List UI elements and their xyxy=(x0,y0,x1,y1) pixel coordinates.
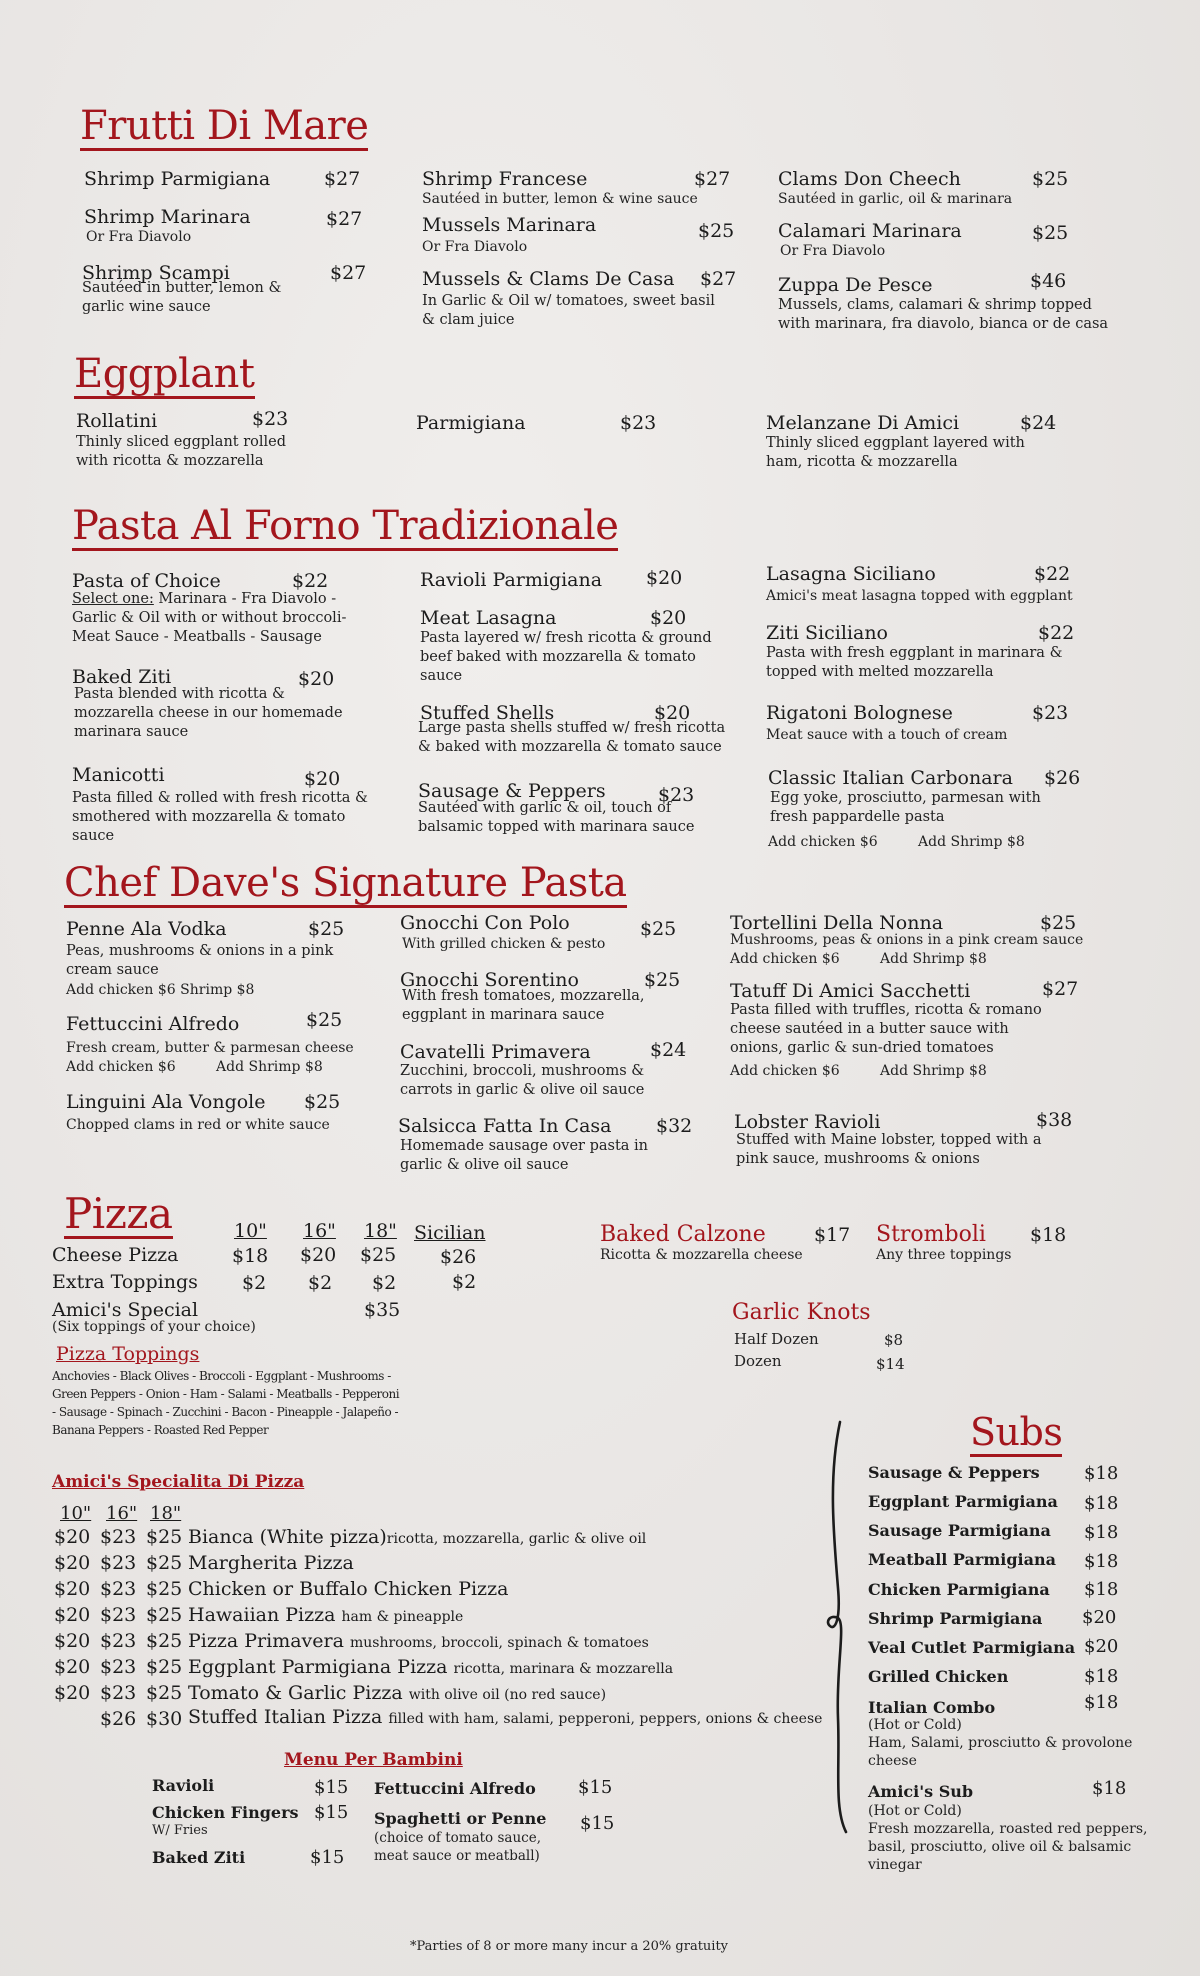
menu-item-name: Clams Don Cheech xyxy=(778,168,961,190)
menu-item-name: Mussels Marinara xyxy=(422,214,597,236)
sub-item-name: Grilled Chicken xyxy=(868,1667,1009,1686)
menu-item-price: $20 xyxy=(654,702,691,724)
spec-pizza-name xyxy=(188,1526,646,1550)
garlic-knots-half-price: $8 xyxy=(884,1331,904,1349)
menu-item-price: $25 xyxy=(304,1091,341,1113)
menu-item-desc: Meat sauce with a touch of cream xyxy=(766,727,1008,743)
menu-item-price: $23 xyxy=(1032,702,1069,724)
bambini-item-name: Fettuccini Alfredo xyxy=(374,1779,536,1798)
menu-item-desc: Peas, mushrooms & onions in a pink cream sauce xyxy=(66,943,334,978)
sub-item-price: $18 xyxy=(1084,1551,1119,1572)
spec-price-16: $26 xyxy=(100,1708,137,1730)
spec-name-text: Chicken or Buffalo Chicken Pizza xyxy=(188,1578,509,1600)
pizza-price-18: $2 xyxy=(372,1272,397,1294)
bambini-item-name: Baked Ziti xyxy=(152,1848,246,1867)
bambini-item-price: $15 xyxy=(314,1777,349,1798)
menu-item-name: Shrimp Francese xyxy=(422,168,588,190)
bambini-item-desc: W/ Fries xyxy=(152,1823,208,1838)
spec-price-18: $25 xyxy=(146,1656,183,1678)
sub-item-name: Eggplant Parmigiana xyxy=(868,1492,1058,1511)
add-chicken: Add chicken $6 xyxy=(768,834,878,850)
menu-item-price: $46 xyxy=(1030,270,1067,292)
menu-item-desc: Or Fra Diavolo xyxy=(422,239,528,255)
spec-price-10: $20 xyxy=(54,1604,91,1626)
spec-price-16: $23 xyxy=(100,1552,137,1574)
spec-price-18: $25 xyxy=(146,1630,183,1652)
add-chicken: Add chicken $6 xyxy=(730,1063,840,1079)
menu-item-name: Tortellini Della Nonna xyxy=(730,912,944,934)
pizza-row-note: (Six toppings of your choice) xyxy=(52,1319,256,1335)
menu-item-desc: With grilled chicken & pesto xyxy=(402,936,606,952)
menu-item-price: $25 xyxy=(1032,222,1069,244)
spec-price-16: $23 xyxy=(100,1578,137,1600)
spec-name-text: Tomato & Garlic Pizza xyxy=(188,1682,403,1704)
menu-item-name: Gnocchi Sorentino xyxy=(400,969,579,991)
stromboli-name: Stromboli xyxy=(876,1222,986,1247)
spec-price-10: $20 xyxy=(54,1578,91,1600)
add-chicken: Add chicken $6 xyxy=(66,1059,176,1075)
menu-item-price: $27 xyxy=(330,262,367,284)
sub-item-sub: (Hot or Cold) xyxy=(868,1803,962,1819)
menu-item-price: $27 xyxy=(324,168,361,190)
spec-desc-text: with olive oil (no red sauce) xyxy=(408,1687,607,1703)
menu-item-price: $22 xyxy=(1038,622,1075,644)
garlic-knots-title: Garlic Knots xyxy=(732,1300,871,1325)
sub-item-name: Italian Combo xyxy=(868,1698,996,1717)
calzone-price: $17 xyxy=(814,1224,851,1246)
spec-pizza-name xyxy=(188,1578,508,1602)
menu-item-price: $22 xyxy=(292,570,329,592)
add-chicken: Add chicken $6 xyxy=(730,951,840,967)
menu-item-desc: Pasta blended with ricotta & mozzarella cheese in our homemade marinara sauce xyxy=(74,686,343,740)
sub-item-price: $18 xyxy=(1084,1522,1119,1543)
spec-price-10: $20 xyxy=(54,1552,91,1574)
menu-item-name: Ravioli Parmigiana xyxy=(420,569,603,591)
size-header-sicilian: Sicilian xyxy=(414,1222,486,1244)
pizza-price-18: $35 xyxy=(364,1299,401,1321)
menu-item-desc: Pasta with fresh eggplant in marinara & topped with melted mozzarella xyxy=(766,645,1063,680)
spec-name-text: Stuffed Italian Pizza xyxy=(188,1706,383,1728)
menu-item-desc: Sautéed in butter, lemon & wine sauce xyxy=(422,191,698,207)
menu-item-price: $25 xyxy=(306,1009,343,1031)
menu-item-name: Shrimp Marinara xyxy=(84,206,251,228)
menu-item-name: Lobster Ravioli xyxy=(734,1111,881,1133)
menu-item-price: $22 xyxy=(1034,563,1071,585)
menu-item-price: $20 xyxy=(646,567,683,589)
menu-item-name: Salsicca Fatta In Casa xyxy=(398,1115,612,1137)
menu-item-desc: Pasta layered w/ fresh ricotta & ground beef baked with mozzarella & tomato sauce xyxy=(420,630,712,684)
bambini-item-name: Chicken Fingers xyxy=(152,1803,299,1822)
menu-item-desc: Homemade sausage over pasta in garlic & olive oil sauce xyxy=(400,1138,649,1173)
spec-price-16: $23 xyxy=(100,1630,137,1652)
menu-item-name: Parmigiana xyxy=(416,412,526,434)
specialita-title: Amici's Specialita Di Pizza xyxy=(52,1472,305,1492)
spec-price-10: $20 xyxy=(54,1682,91,1704)
menu-item-price: $25 xyxy=(698,220,735,242)
menu-item-desc: Sautéed in garlic, oil & marinara xyxy=(778,191,1013,207)
spec-size-18: 18" xyxy=(150,1503,182,1524)
spec-price-18: $25 xyxy=(146,1578,183,1600)
spec-pizza-name xyxy=(188,1604,463,1628)
pizza-price-sicilian: $26 xyxy=(440,1246,477,1268)
menu-item-name: Baked Ziti xyxy=(72,666,172,688)
menu-item-price: $23 xyxy=(658,784,695,806)
menu-item-desc-text: Marinara - Fra Diavolo - Garlic & Oil with or without broccoli- Meat Sauce - Meatballs - Sausage xyxy=(72,591,347,645)
stromboli-desc: Any three toppings xyxy=(876,1247,1012,1263)
sub-item-name: Shrimp Parmigiana xyxy=(868,1609,1043,1628)
add-shrimp: Add Shrimp $8 xyxy=(918,834,1025,850)
section-title-pasta-al-forno: Pasta Al Forno Tradizionale xyxy=(72,503,619,549)
spec-name-text: Bianca (White pizza) xyxy=(188,1526,387,1548)
pizza-row-name: Amici's Special xyxy=(52,1299,199,1321)
sub-item-desc: Ham, Salami, prosciutto & provolone cheese xyxy=(868,1735,1133,1769)
menu-item-name: Shrimp Scampi xyxy=(82,262,230,284)
menu-item-price: $20 xyxy=(298,668,335,690)
menu-item-desc: Mussels, clams, calamari & shrimp topped with marinara, fra diavolo, bianca or de casa xyxy=(778,297,1109,332)
spec-price-10: $20 xyxy=(54,1656,91,1678)
bambini-item-price: $15 xyxy=(580,1813,615,1834)
menu-item-name: Zuppa De Pesce xyxy=(778,274,933,296)
bambini-item-desc: (choice of tomato sauce, meat sauce or meatball) xyxy=(374,1830,541,1864)
section-title-subs: Subs xyxy=(970,1410,1062,1457)
section-title-pizza: Pizza xyxy=(64,1189,173,1238)
stromboli-price: $18 xyxy=(1030,1224,1067,1246)
pizza-price-18: $25 xyxy=(360,1244,397,1266)
menu-item-desc: With fresh tomatoes, mozzarella, eggplant in marinara sauce xyxy=(402,988,645,1023)
menu-item-price: $27 xyxy=(326,208,363,230)
calzone-name: Baked Calzone xyxy=(600,1222,766,1247)
menu-item-price: $20 xyxy=(304,768,341,790)
menu-item-price: $27 xyxy=(1042,978,1079,1000)
menu-item-price: $24 xyxy=(650,1039,687,1061)
menu-item-price: $25 xyxy=(1032,168,1069,190)
menu-item-desc: Or Fra Diavolo xyxy=(780,243,886,259)
spec-desc-text: filled with ham, salami, pepperoni, peppers, onions & cheese xyxy=(388,1711,823,1727)
spec-price-18: $30 xyxy=(146,1708,183,1730)
pizza-price-10: $18 xyxy=(232,1245,269,1267)
menu-item-desc: Egg yoke, prosciutto, parmesan with fresh pappardelle pasta xyxy=(770,790,1041,825)
menu-item-name: Pasta of Choice xyxy=(72,570,221,592)
spec-price-18: $25 xyxy=(146,1604,183,1626)
menu-item-desc: Pasta filled & rolled with fresh ricotta & smothered with mozzarella & tomato sauce xyxy=(72,790,368,844)
sub-item-name: Sausage & Peppers xyxy=(868,1463,1040,1482)
pizza-toppings-list: Anchovies - Black Olives - Broccoli - Eggplant - Mushrooms - Green Peppers - Onion - Ham - Salami - Meatballs - Pepperoni - Sausage - Spinach - Zucchini - Bacon - Pineapple - Jalapeño - Banana Peppers - Roasted Red Pepper xyxy=(52,1369,400,1437)
add-ons: Add chicken $6 Shrimp $8 xyxy=(66,982,255,998)
menu-item-name: Rigatoni Bolognese xyxy=(766,702,953,724)
menu-item-name: Sausage & Peppers xyxy=(418,780,606,802)
sub-item-name: Chicken Parmigiana xyxy=(868,1580,1050,1599)
gratuity-note: *Parties of 8 or more many incur a 20% gratuity xyxy=(410,1939,729,1954)
sub-item-name: Sausage Parmigiana xyxy=(868,1521,1051,1540)
menu-item-price: $25 xyxy=(644,969,681,991)
spec-desc-text: ham & pineapple xyxy=(341,1609,464,1625)
spec-price-16: $23 xyxy=(100,1526,137,1548)
sub-item-price: $18 xyxy=(1092,1778,1127,1799)
menu-item-price: $25 xyxy=(308,918,345,940)
menu-item-desc: Fresh cream, butter & parmesan cheese xyxy=(66,1040,354,1056)
spec-price-10: $20 xyxy=(54,1526,91,1548)
menu-item-desc: Large pasta shells stuffed w/ fresh ricotta & baked with mozzarella & tomato sauce xyxy=(418,720,726,755)
menu-item-price: $32 xyxy=(656,1115,693,1137)
menu-item-name: Cavatelli Primavera xyxy=(400,1041,591,1063)
spec-name-text: Margherita Pizza xyxy=(188,1552,354,1574)
pizza-price-10: $2 xyxy=(242,1272,267,1294)
spec-pizza-name xyxy=(188,1682,606,1706)
menu-item-desc: Chopped clams in red or white sauce xyxy=(66,1117,330,1133)
bambini-item-price: $15 xyxy=(578,1777,613,1798)
spec-desc-text: mushrooms, broccoli, spinach & tomatoes xyxy=(349,1635,649,1651)
curly-brace-icon xyxy=(824,1418,874,1838)
pizza-row-name: Cheese Pizza xyxy=(52,1244,179,1266)
sub-item-price: $20 xyxy=(1082,1607,1117,1628)
sub-item-name: Veal Cutlet Parmigiana xyxy=(868,1638,1076,1657)
menu-item-name: Shrimp Parmigiana xyxy=(84,168,271,190)
sub-item-desc: Fresh mozzarella, roasted red peppers, basil, prosciutto, olive oil & balsamic vinegar xyxy=(868,1821,1148,1873)
menu-item-name: Ziti Siciliano xyxy=(766,622,888,644)
menu-item-name: Manicotti xyxy=(72,764,165,786)
spec-pizza-name xyxy=(188,1630,649,1654)
spec-price-16: $23 xyxy=(100,1682,137,1704)
sub-item-name: Meatball Parmigiana xyxy=(868,1550,1056,1569)
menu-item-desc: Thinly sliced eggplant layered with ham, ricotta & mozzarella xyxy=(766,435,1025,470)
menu-item-desc: Stuffed with Maine lobster, topped with a pink sauce, mushrooms & onions xyxy=(736,1132,1042,1167)
section-title-frutti-di-mare: Frutti Di Mare xyxy=(80,103,369,149)
sub-item-price: $18 xyxy=(1084,1463,1119,1484)
spec-name-text: Eggplant Parmigiana Pizza xyxy=(188,1656,448,1678)
menu-item-name: Stuffed Shells xyxy=(420,702,555,724)
menu-item-price: $27 xyxy=(694,168,731,190)
menu-item-desc: In Garlic & Oil w/ tomatoes, sweet basil & clam juice xyxy=(422,293,715,328)
menu-item-price: $38 xyxy=(1036,1109,1073,1131)
menu-item-name: Linguini Ala Vongole xyxy=(66,1091,266,1113)
bambini-item-price: $15 xyxy=(310,1847,345,1868)
spec-price-18: $25 xyxy=(146,1526,183,1548)
spec-size-16: 16" xyxy=(106,1503,138,1524)
menu-item-name: Gnocchi Con Polo xyxy=(400,912,570,934)
menu-item-desc: Thinly sliced eggplant rolled with ricotta & mozzarella xyxy=(76,434,287,469)
add-shrimp: Add Shrimp $8 xyxy=(216,1059,323,1075)
sub-item-sub: (Hot or Cold) xyxy=(868,1717,962,1733)
bambini-item-name: Spaghetti or Penne xyxy=(374,1809,547,1828)
section-title-signature-pasta: Chef Dave's Signature Pasta xyxy=(64,860,627,906)
menu-item-name: Tatuff Di Amici Sacchetti xyxy=(730,980,971,1002)
sub-item-name: Amici's Sub xyxy=(868,1782,974,1801)
calzone-desc: Ricotta & mozzarella cheese xyxy=(600,1247,803,1263)
spec-price-16: $23 xyxy=(100,1656,137,1678)
bambini-item-price: $15 xyxy=(314,1802,349,1823)
add-shrimp: Add Shrimp $8 xyxy=(880,1063,987,1079)
pizza-price-16: $20 xyxy=(300,1244,337,1266)
spec-pizza-name xyxy=(188,1706,822,1730)
pizza-price-16: $2 xyxy=(308,1272,333,1294)
menu-item-desc: Amici's meat lasagna topped with eggplant xyxy=(766,588,1073,604)
menu-item-price: $20 xyxy=(650,607,687,629)
size-header-18: 18" xyxy=(364,1220,397,1242)
spec-pizza-name xyxy=(188,1552,354,1576)
bambini-item-name: Ravioli xyxy=(152,1776,215,1795)
menu-item-price: $23 xyxy=(252,408,289,430)
menu-item-desc: Sautéed in butter, lemon & garlic wine sauce xyxy=(82,280,282,315)
sub-item-price: $18 xyxy=(1084,1579,1119,1600)
garlic-knots-dozen: Dozen xyxy=(734,1352,782,1370)
menu-item-price: $26 xyxy=(1044,767,1081,789)
sub-item-price: $18 xyxy=(1084,1493,1119,1514)
spec-pizza-name xyxy=(188,1656,673,1680)
spec-name-text: Hawaiian Pizza xyxy=(188,1604,336,1626)
spec-price-10: $20 xyxy=(54,1630,91,1652)
section-title-eggplant: Eggplant xyxy=(74,351,255,397)
menu-item-desc: Mushrooms, peas & onions in a pink cream sauce xyxy=(730,932,1084,948)
menu-item-name: Lasagna Siciliano xyxy=(766,563,936,585)
select-one-label: Select one: xyxy=(72,591,154,607)
menu-item-desc: Zucchini, broccoli, mushrooms & carrots in garlic & olive oil sauce xyxy=(400,1063,645,1098)
menu-item-price: $24 xyxy=(1020,412,1057,434)
menu-item-price: $27 xyxy=(700,268,737,290)
pizza-toppings-title: Pizza Toppings xyxy=(56,1343,200,1365)
add-shrimp: Add Shrimp $8 xyxy=(880,951,987,967)
spec-price-18: $25 xyxy=(146,1552,183,1574)
size-header-10: 10" xyxy=(234,1220,267,1242)
menu-item-name: Calamari Marinara xyxy=(778,220,962,242)
size-header-16: 16" xyxy=(303,1220,336,1242)
menu-item-name: Penne Ala Vodka xyxy=(66,918,227,940)
menu-item-price: $25 xyxy=(1040,912,1077,934)
garlic-knots-half: Half Dozen xyxy=(734,1330,819,1348)
menu-item-price: $25 xyxy=(640,918,677,940)
spec-desc-text: ricotta, marinara & mozzarella xyxy=(453,1661,674,1677)
spec-price-16: $23 xyxy=(100,1604,137,1626)
spec-price-18: $25 xyxy=(146,1682,183,1704)
sub-item-price: $18 xyxy=(1084,1692,1119,1713)
pizza-price-sicilian: $2 xyxy=(452,1271,477,1293)
menu-item-price: $23 xyxy=(620,412,657,434)
bambini-title: Menu Per Bambini xyxy=(284,1750,463,1770)
menu-item-name: Meat Lasagna xyxy=(420,607,557,629)
garlic-knots-dozen-price: $14 xyxy=(876,1355,905,1373)
menu-item-name: Classic Italian Carbonara xyxy=(768,767,1013,789)
menu-item-desc: Sautéed with garlic & oil, touch of balsamic topped with marinara sauce xyxy=(418,800,695,835)
menu-item-name: Fettuccini Alfredo xyxy=(66,1013,240,1035)
spec-desc-text: ricotta, mozzarella, garlic & olive oil xyxy=(386,1531,647,1547)
menu-item-name: Mussels & Clams De Casa xyxy=(422,268,675,290)
menu-item-name: Rollatini xyxy=(76,410,158,432)
spec-name-text: Pizza Primavera xyxy=(188,1630,344,1652)
spec-size-10: 10" xyxy=(60,1503,92,1524)
pizza-row-name: Extra Toppings xyxy=(52,1271,198,1293)
menu-item-name: Melanzane Di Amici xyxy=(766,412,960,434)
sub-item-price: $20 xyxy=(1084,1636,1119,1657)
menu-item-desc: Pasta filled with truffles, ricotta & romano cheese sautéed in a butter sauce with onions, garlic & sun-dried tomatoes xyxy=(730,1002,1042,1056)
sub-item-price: $18 xyxy=(1084,1666,1119,1687)
menu-item-desc: Or Fra Diavolo xyxy=(86,229,192,245)
menu-item-desc xyxy=(72,590,372,647)
